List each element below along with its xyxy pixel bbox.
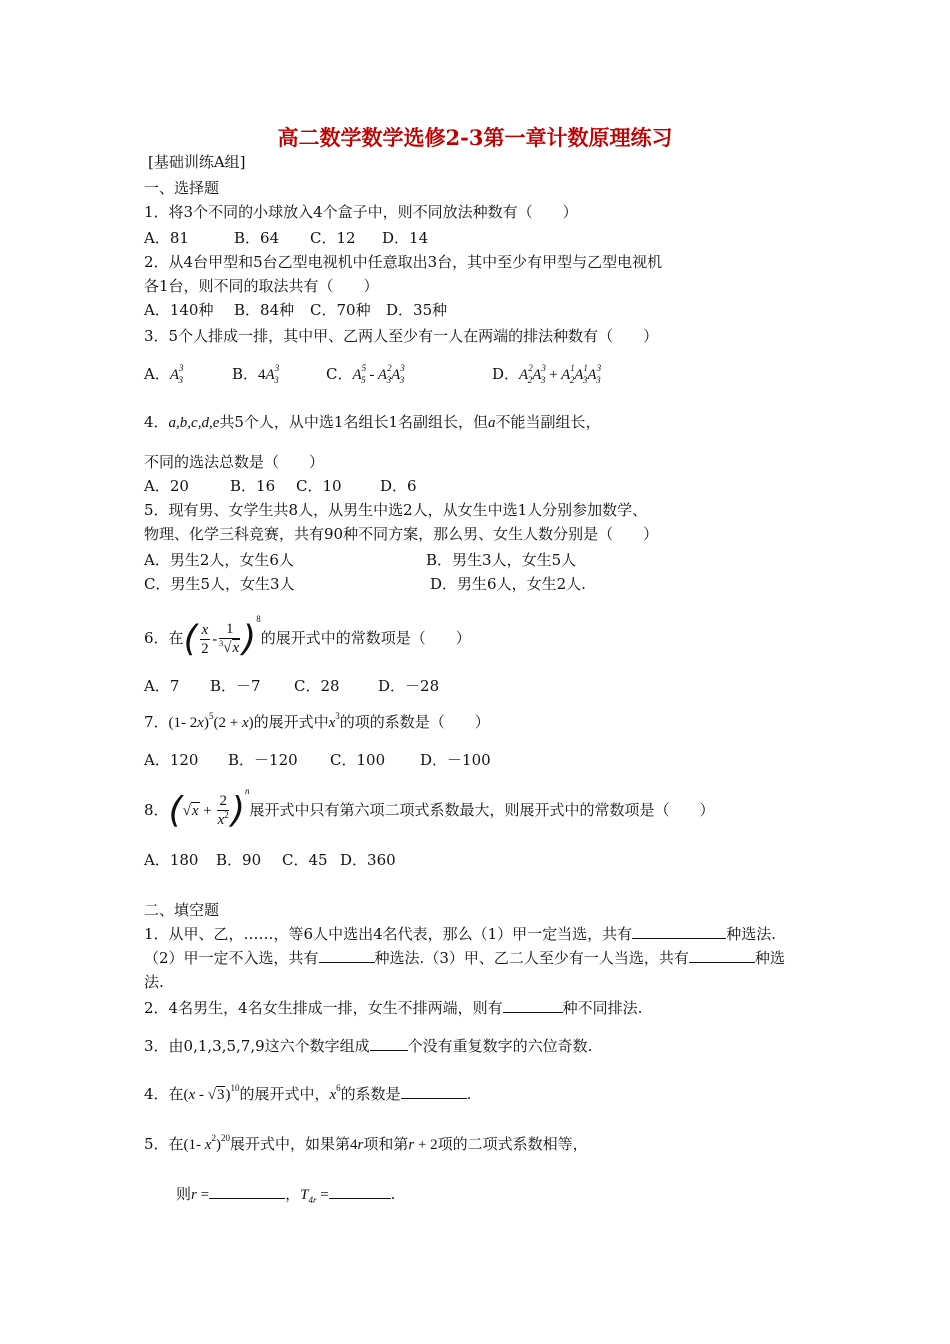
math-formula: $A^5_5 - A^2_3A^3_3$ <box>352 363 405 385</box>
question-6-stem: 6．在( $\frac{x}{2}$ - $\frac{1}{^3√x}$ )$^8$的展开式中的常数项是（ ） <box>144 614 471 659</box>
question-7-options <box>144 750 491 770</box>
math-formula: (x - √3)$^{10}$ <box>183 1083 240 1103</box>
math-x-cubed: $x^3$ <box>328 711 340 731</box>
option-b: B．16 <box>230 477 276 495</box>
math-formula: ( $\frac{x}{2}$ - $\frac{1}{^3√x}$ )$^8$ <box>183 614 261 659</box>
question-4-options <box>144 476 417 496</box>
question-2-options <box>144 300 447 320</box>
math-4r: 4r <box>349 1137 364 1153</box>
option-c-label: C． <box>326 365 353 383</box>
option-b: B．男生3人，女生5人 <box>426 551 577 569</box>
question-4-stem-line1: 4．a,b,c,d,e共5个人，从中选1名组长1名副组长，但a不能当副组长， <box>144 413 601 431</box>
question-7-stem: 7．(1- 2x)$^5$(2 + x)的展开式中$x^3$的项的系数是（ ） <box>144 711 490 731</box>
math-r-equals: r = <box>191 1187 210 1203</box>
option-d: D．6 <box>380 477 417 495</box>
option-a-label: A． <box>144 365 170 383</box>
fill-5-line1: 5．在(1- $x^2)^{20}$展开式中，如果第4r项和第r + 2项的二项式系数相等， <box>144 1133 588 1153</box>
option-d: D．360 <box>340 851 396 869</box>
fill-5-line2: 则r = ，$T_{4r}$ = . <box>176 1185 396 1205</box>
section-heading-fill: 二、填空题 <box>144 901 220 919</box>
question-5-options-row2 <box>144 574 586 594</box>
option-a: A．140种 <box>144 301 214 319</box>
option-b: B．64 <box>234 229 280 247</box>
option-d: D．14 <box>382 229 429 247</box>
option-c: C．10 <box>296 477 342 495</box>
answer-blank[interactable] <box>319 948 375 963</box>
option-b: B．90 <box>216 851 262 869</box>
answer-blank[interactable] <box>209 1184 285 1199</box>
answer-blank[interactable] <box>329 1184 391 1199</box>
option-b-label: B． <box>232 365 259 383</box>
option-d: D．－100 <box>420 751 491 769</box>
math-formula: $A^2_2A^3_3 + A^1_2A^1_3A^3_3$ <box>519 363 602 385</box>
question-8-stem: 8．(√x + $\frac{2}{x^2}$ )$^n$展开式中只有第六项二项式系数最大，则展开式中的常数项是（ ） <box>144 786 715 831</box>
answer-blank[interactable] <box>503 998 563 1013</box>
fill-2: 2．4名男生，4名女生排成一排，女生不排两端，则有 种不同排法. <box>144 999 643 1017</box>
question-1-stem: 1．将3个不同的小球放入4个盒子中，则不同放法种数有（ ） <box>144 203 578 221</box>
math-formula: $A^3_3$ <box>169 363 184 385</box>
question-3-stem: 3．5个人排成一排，其中甲、乙两人至少有一人在两端的排法种数有（ ） <box>144 327 659 345</box>
question-1-options <box>144 228 428 248</box>
option-b: B．－7 <box>210 677 261 695</box>
option-a: A．男生2人，女生6人 <box>144 551 294 569</box>
math-x-sixth: $x^6$ <box>329 1083 341 1103</box>
option-a: A．180 <box>144 851 199 869</box>
math-r-plus-2: r + 2 <box>408 1137 438 1153</box>
option-c: C．28 <box>294 677 340 695</box>
math-formula: (1- $x^2)^{20}$ <box>183 1133 230 1153</box>
math-formula: (1- 2x)$^5$(2 + x) <box>168 711 254 731</box>
answer-blank[interactable] <box>401 1084 467 1099</box>
question-8-options <box>144 850 396 870</box>
option-a: A．120 <box>144 751 199 769</box>
option-c: C．男生5人，女生3人 <box>144 575 295 593</box>
page-title: 高二数学数学选修2-3第一章计数原理练习 <box>277 125 673 150</box>
question-2-stem-line1: 2．从4台甲型和5台乙型电视机中任意取出3台，其中至少有甲型与乙型电视机 <box>144 253 663 271</box>
fill-1-line3: 法. <box>144 973 164 991</box>
option-d: D．35种 <box>386 301 448 319</box>
math-vars: a,b,c,d,e <box>168 415 220 431</box>
answer-blank[interactable] <box>370 1036 408 1051</box>
question-5-stem-line2: 物理、化学三科竞赛，共有90种不同方案，那么男、女生人数分别是（ ） <box>144 525 659 543</box>
answer-blank[interactable] <box>689 948 755 963</box>
option-c: C．12 <box>310 229 356 247</box>
option-d: D．男生6人，女生2人. <box>430 575 586 593</box>
question-2-stem-line2: 各1台，则不同的取法共有（ ） <box>144 277 379 295</box>
question-4-stem-line2: 不同的选法总数是（ ） <box>144 453 325 471</box>
option-d-label: D． <box>492 365 520 383</box>
question-5-stem-line1: 5．现有男、女学生共8人，从男生中选2人，从女生中选1人分别参加数学、 <box>144 501 648 519</box>
math-formula: $4A^3_3$ <box>258 363 280 385</box>
fill-1-line1: 1．从甲、乙，……，等6人中选出4名代表，那么（1）甲一定当选，共有 种选法. <box>144 925 776 943</box>
option-c: C．45 <box>282 851 328 869</box>
option-a: A．81 <box>144 229 189 247</box>
math-formula: (√x + $\frac{2}{x^2}$ )$^n$ <box>168 786 250 831</box>
option-d: D．－28 <box>378 677 440 695</box>
option-c: C．100 <box>330 751 386 769</box>
option-c: C．70种 <box>310 301 371 319</box>
option-a: A．20 <box>144 477 189 495</box>
section-heading-choice: 一、选择题 <box>144 179 220 197</box>
question-3-options <box>144 364 601 386</box>
question-6-options <box>144 676 439 696</box>
fill-1-line2: （2）甲一定不入选，共有 种选法.（3）甲、乙二人至少有一人当选，共有 种选 <box>144 949 785 967</box>
option-b: B．－120 <box>228 751 298 769</box>
answer-blank[interactable] <box>632 924 726 939</box>
fill-4: 4．在(x - √3)$^{10}$的展开式中，$x^6$的系数是 . <box>144 1083 472 1103</box>
option-a: A．7 <box>144 677 180 695</box>
math-var-a: a <box>488 415 496 431</box>
question-5-options-row1 <box>144 550 576 570</box>
option-b: B．84种 <box>234 301 295 319</box>
subtitle: [基础训练A组] <box>148 153 246 171</box>
math-t4r-equals: $T_{4r}$ = <box>300 1187 329 1205</box>
fill-3: 3．由0,1,3,5,7,9这六个数字组成 个没有重复数字的六位奇数. <box>144 1037 593 1055</box>
